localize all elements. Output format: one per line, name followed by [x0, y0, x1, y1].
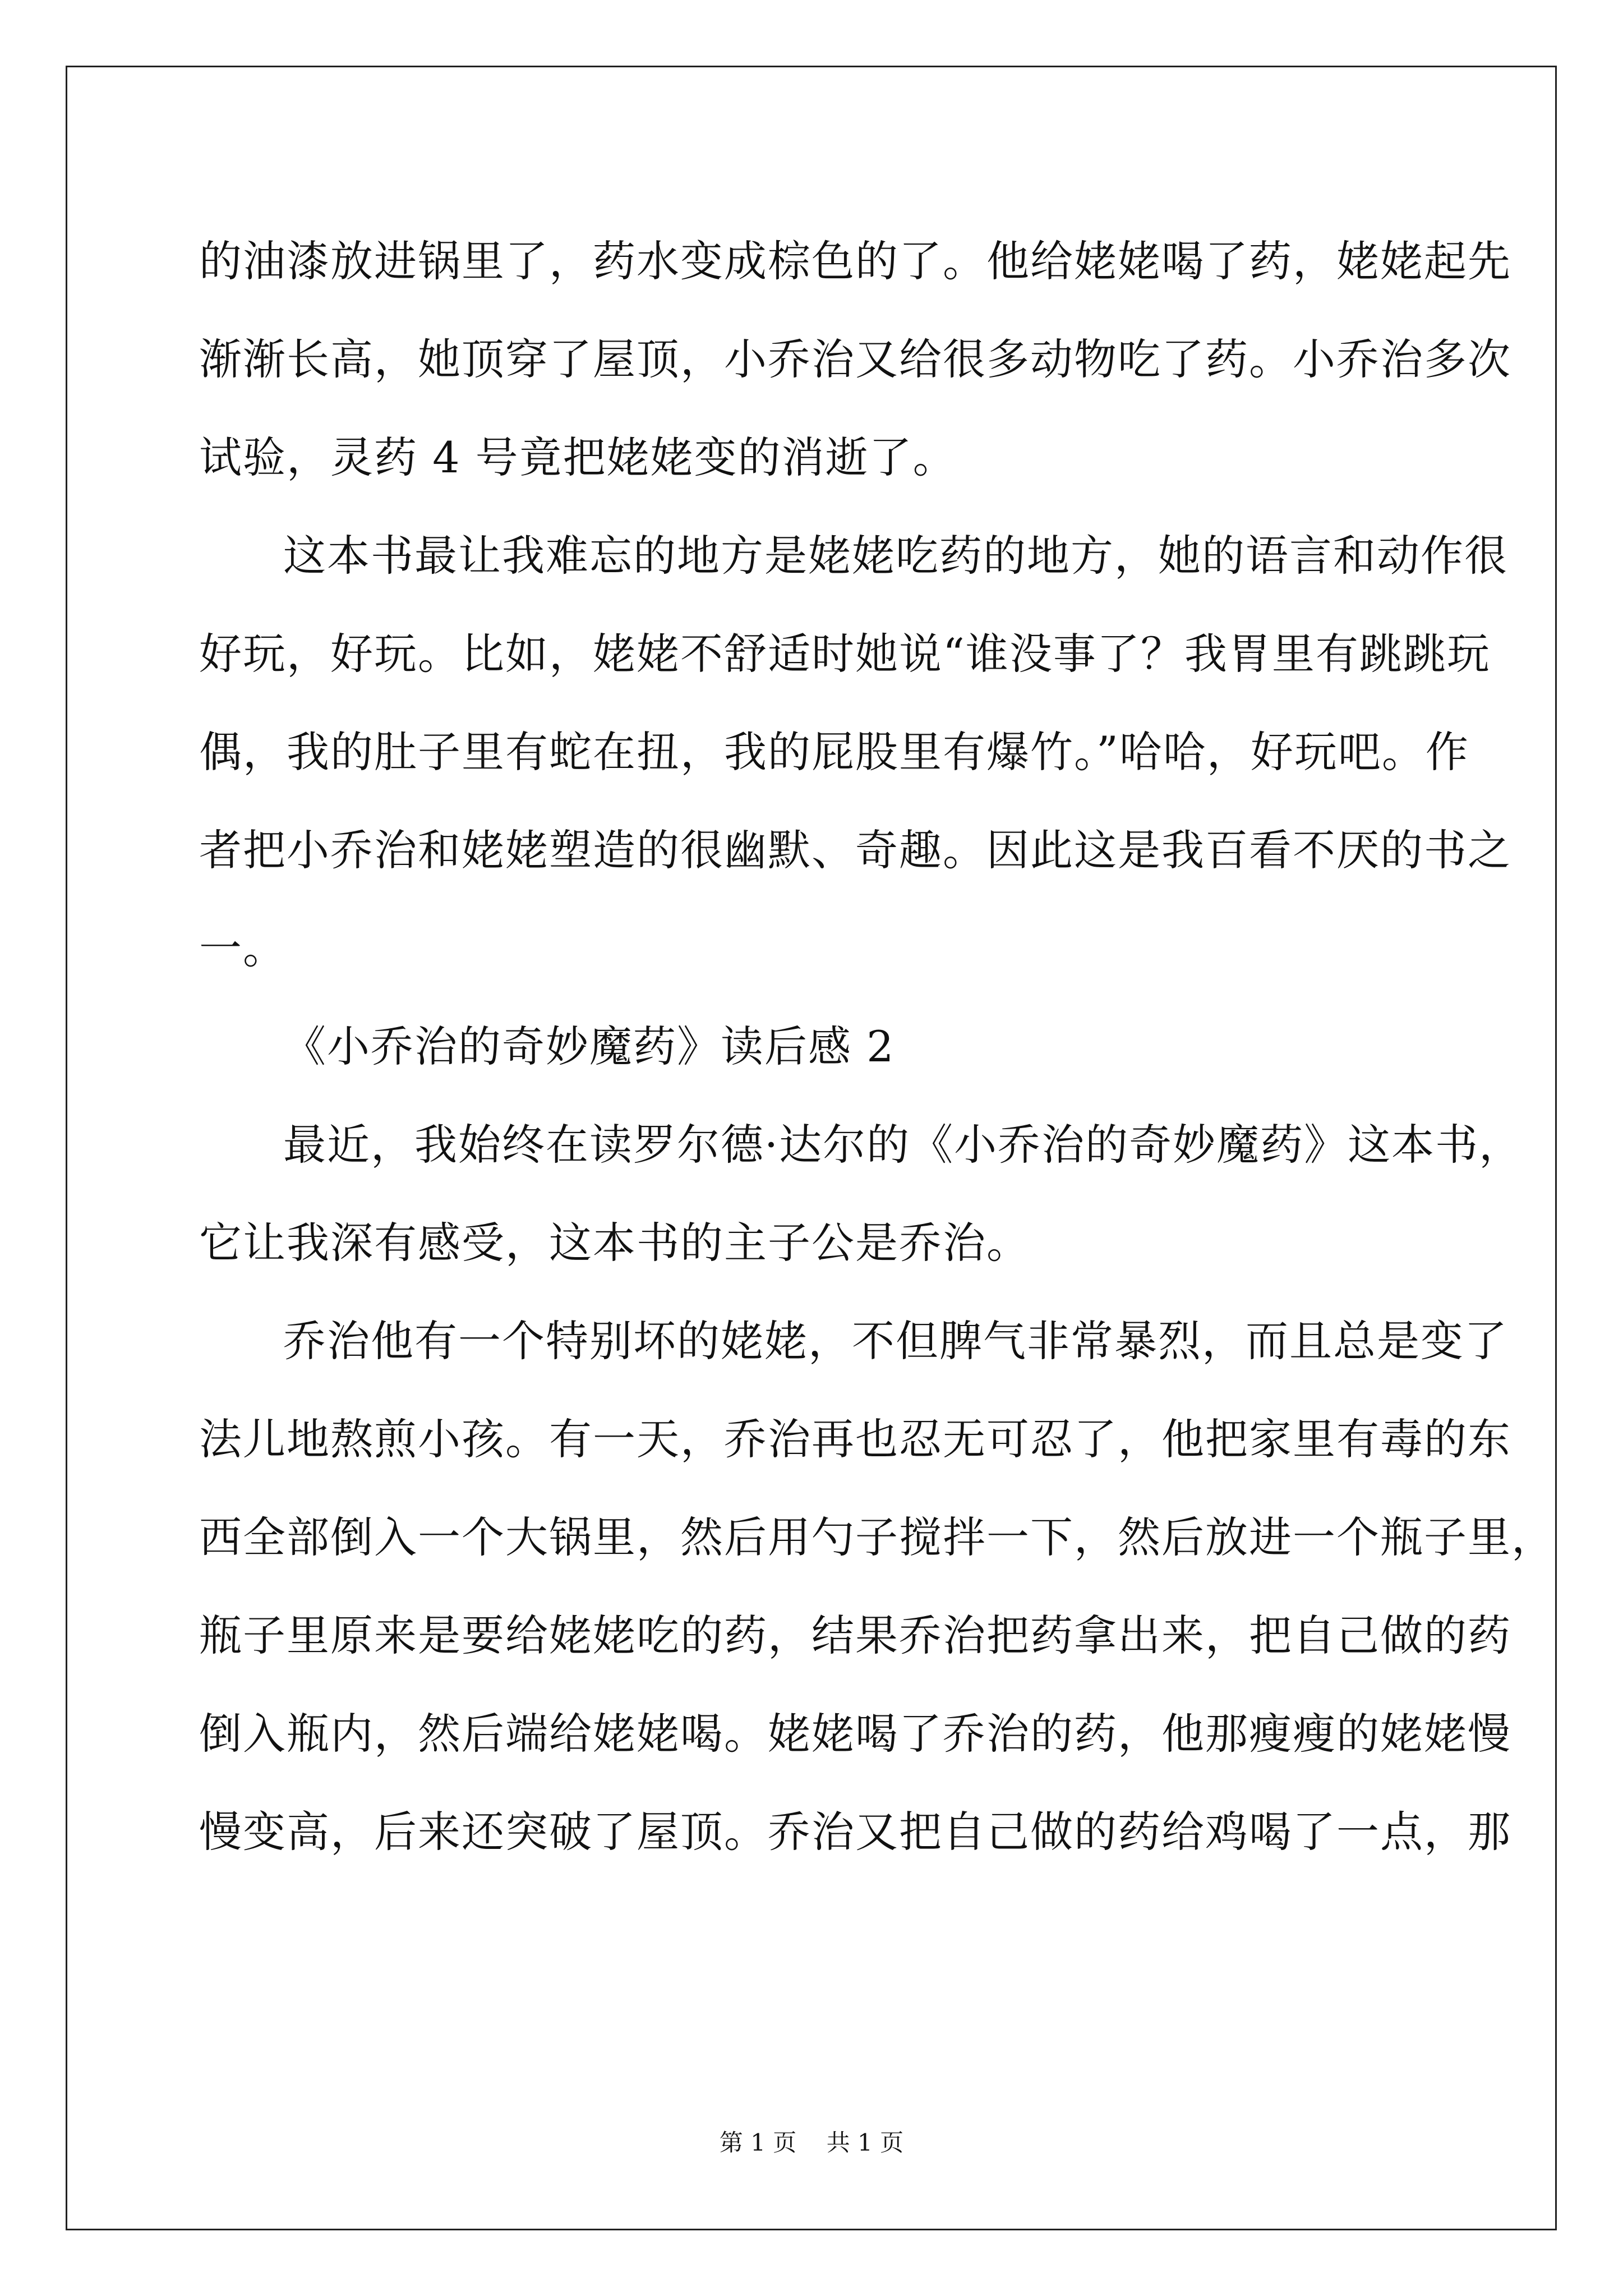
text-line: 试验，灵药 4 号竟把姥姥变的消逝了。 [199, 432, 957, 482]
text-line: 倒入瓶内，然后端给姥姥喝。姥姥喝了乔治的药，他那瘦瘦的姥姥慢 [199, 1709, 1511, 1759]
text-line: 好玩，好玩。比如，姥姥不舒适时她说“谁没事了？我胃里有跳跳玩 [199, 629, 1491, 679]
text-line: 瓶子里原来是要给姥姥吃的药，结果乔治把药拿出来，把自己做的药 [199, 1611, 1511, 1660]
paragraph-start-line: 这本书最让我难忘的地方是姥姥吃药的地方，她的语言和动作很 [283, 531, 1508, 581]
text-line: 一。 [199, 923, 287, 973]
text-line: 它让我深有感受，这本书的主子公是乔治。 [199, 1218, 1030, 1268]
document-body [199, 212, 1555, 1881]
section-heading: 《小乔治的奇妙魔药》读后感 2 [283, 1022, 895, 1071]
text-line: 渐渐长高，她顶穿了屋顶，小乔治又给很多动物吃了药。小乔治多次 [199, 334, 1511, 384]
page-number-footer: 第 1 页 共 1 页 [719, 2129, 904, 2156]
text-line: 偶，我的肚子里有蛇在扭，我的屁股里有爆竹。”哈哈，好玩吧。作 [199, 727, 1469, 777]
text-line: 法儿地熬煎小孩。有一天，乔治再也忍无可忍了，他把家里有毒的东 [199, 1414, 1511, 1464]
text-line: 的油漆放进锅里了，药水变成棕色的了。他给姥姥喝了药，姥姥起先 [199, 236, 1511, 286]
text-line: 西全部倒入一个大锅里，然后用勺子搅拌一下，然后放进一个瓶子里， [199, 1512, 1555, 1562]
paragraph-start-line: 最近，我始终在读罗尔德·达尔的《小乔治的奇妙魔药》这本书， [283, 1120, 1523, 1170]
text-line: 者把小乔治和姥姥塑造的很幽默、奇趣。因此这是我百看不厌的书之 [199, 825, 1511, 875]
paragraph-start-line: 乔治他有一个特别坏的姥姥，不但脾气非常暴烈，而且总是变了 [283, 1316, 1508, 1366]
text-line: 慢变高，后来还突破了屋顶。乔治又把自己做的药给鸡喝了一点，那 [199, 1807, 1511, 1857]
